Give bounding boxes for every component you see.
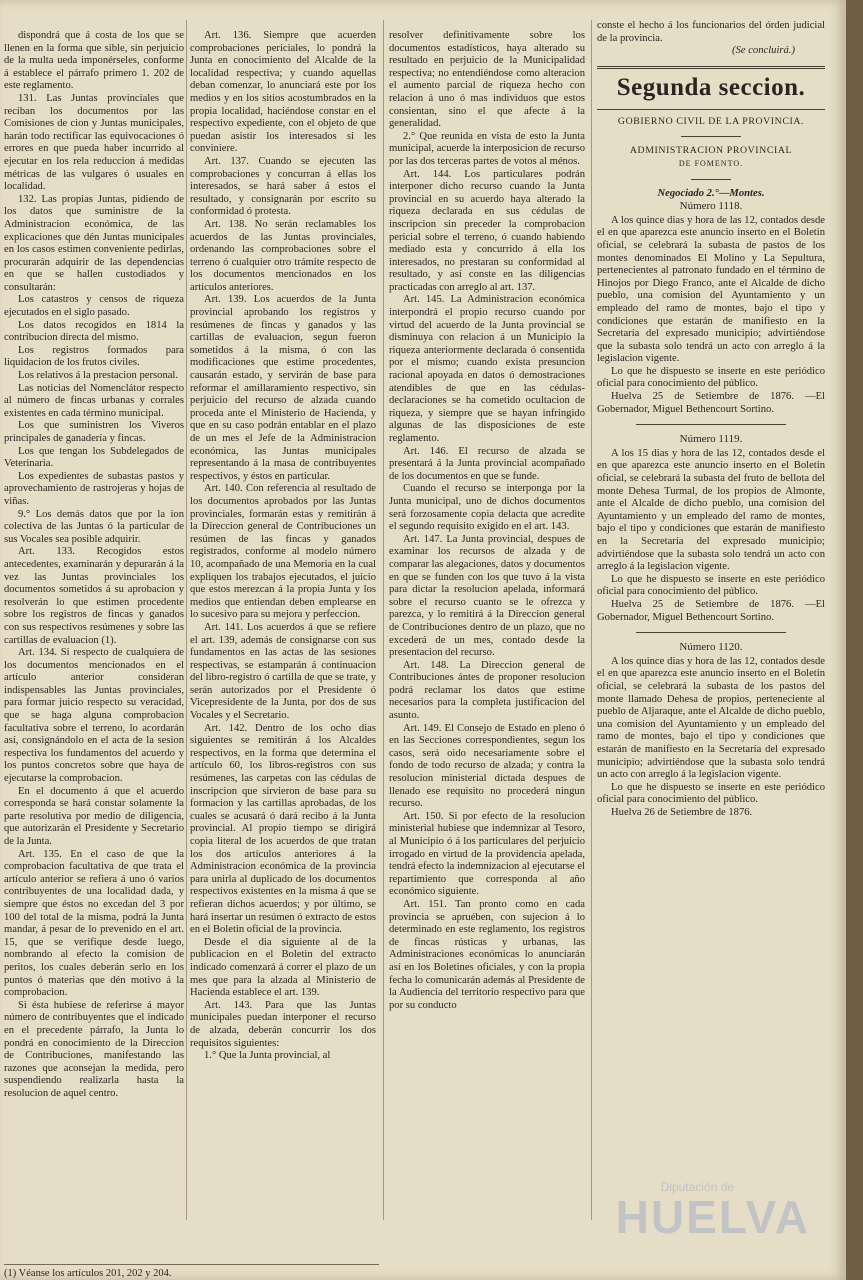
- section-title: Segunda seccion.: [616, 73, 806, 101]
- paragraph: Desde el dia siguiente al de la publicacion en el Boletin del extracto indicado comenzará á correr el plazo de un mes que para la alzada al Ministerio de Hacienda establece el art. 139.: [190, 936, 376, 999]
- paragraph: Art. 146. El recurso de alzada se presentará á la Junta provincial acompañado de los documentos en que se funde.: [389, 445, 585, 482]
- text-column-1: [4, 30, 184, 1240]
- paragraph: Los que tengan los Subdelegados de Veterinaria.: [4, 445, 184, 470]
- paragraph: Los registros formados para liquidacion de los frutos civiles.: [4, 344, 184, 369]
- paragraph: Art. 143. Para que las Juntas municipales puedan interponer el recurso de alzada, deberán concurrir los dos requisitos siguientes:: [190, 999, 376, 1049]
- paragraph: Los relativos á la prestacion personal.: [18, 370, 179, 382]
- notice-closing: Lo que he dispuesto se inserte en este periódico oficial para conocimiento del público.: [597, 781, 825, 806]
- text-column-3: [389, 30, 585, 1266]
- divider: [636, 632, 786, 633]
- paragraph: En el documento á que el acuerdo corresponda se hará constar solamente la parte resolutiva por medio de diligencia, que autorizarán el Presidente y Secretario de la Junta.: [4, 785, 184, 847]
- notice-number: Número 1118.: [679, 200, 743, 213]
- notice-signature: Huelva 25 de Setiembre de 1876. —El Gobernador, Miguel Bethencourt Sortino.: [597, 391, 825, 415]
- paragraph: 2.° Que reunida en vista de esto la Junta municipal, acuerde la interposicion de recurso por las dos terceras partes de votos al ménos.: [389, 130, 585, 167]
- paragraph: Art. 134. Si respecto de cualquiera de los documentos mencionados en el artículo anterior consideran indispensables las Juntas provinciales, para formar juicio respecto su veracidad, que se haga alguna comprobacion facultativa sobre el terreno, lo acordarán así, consignándolo en el acta de la sesion respectiva los fundamentos del acuerdo y los puntos concretos sobre que haya de ejecutarse la comprobacion.: [4, 647, 184, 785]
- divider: [691, 179, 731, 180]
- paragraph: Art. 150. Si por efecto de la resolucion ministerial hubiese que indemnizar al Tesoro, al Municipio ó á los particulares del perjuicio irrogado en virtud de la providencia apelada, tendrá efecto la indemnizacion al ejecutarse el repartimiento que corresponda al año económico siguiente.: [389, 810, 585, 898]
- paragraph: Art. 140. Con referencia al resultado de los documentos aprobados por las Juntas provinciales, formarán estas y remitirán á la Direccion general de Contribuciones un resúmen de las fincas y ganados registrados, conforme al modelo número 10, acompañado de una Memoria en la cual expliquen los trabajos ejecutados, el juicio que estos merezcan á la propia Junta y los medios que entiendan deben emplearse en lo sucesivo para su mejora y perfeccion.: [190, 483, 376, 621]
- paragraph: dispondrá que á costa de los que se llenen en la forma que sible, sin perjuicio de la multa ueda imponérseles, conforme á establece el párrafo primero 1. 202 de este reglamento.: [4, 30, 184, 92]
- footnote: (1) Véanse los artículos 201, 202 y 204.: [4, 1264, 379, 1280]
- paragraph: Art. 139. Los acuerdos de la Junta provincial aprobando los registros y resúmenes de fincas y ganados y las cartillas de evaluacion, segun fueron sometidos á la misma, ó con las modificaciones que estime procedentes, causarán estado, y servirán de base para reformar el amillaramiento respectivo, sin perjuicio del recurso de alzada cuando proceda ante el Ministerio de Hacienda, y que en su caso podrán entablar en el plazo de un mes el Jefe de la Administracion económica, las Juntas municipales representando á la masa de contribuyentes respectivos, y éstos en particular.: [190, 294, 376, 482]
- paragraph: Art. 133. Recogidos estos antecedentes, examinarán y depurarán á la vez las Juntas provinciales los documentos sometidos á su aprobacion y resolverán lo que estimen procedente sobre los registros de fincas y ganados con sus respectivos resúmenes y sobre las cartillas de evaluacion (1).: [4, 546, 184, 646]
- notice-closing: Lo que he dispuesto se inserte en este periódico oficial para conocimiento del público.: [597, 365, 825, 390]
- paragraph: Las noticias del Nomenclátor respecto al número de fincas urbanas y corrales existentes en cada término municipal.: [4, 382, 184, 419]
- paragraph: Art. 147. La Junta provincial, despues de examinar los recursos de alzada y de comparar las alegaciones, datos y documentos en que se funden con los que tuvo á la vista para dictar la resolucion apelada, informará sobre el recurso cuanto se le ofrezca y parezca, y lo remitirá á la Direccion general de Contribuciones dentro de un plazo, que no excederá de un mes, contado desde la presentacion del recurso.: [389, 533, 585, 659]
- divider: [636, 424, 786, 425]
- paragraph: Art. 149. El Consejo de Estado en pleno ó en las Secciones correspondientes, segun los casos, será oido necesariamente sobre el fondo de todo recurso de alzada; y contra la resolucion ministerial dictada despues de llenado ese requisito no procederá ningun recurso.: [389, 722, 585, 810]
- notice-closing: Lo que he dispuesto se inserte en este periódico oficial para conocimiento del público.: [597, 573, 825, 598]
- divider: [597, 66, 825, 69]
- paragraph: Art. 148. La Direccion general de Contribuciones ántes de proponer resolucion podrá reclamar los datos que estime necesarios para la completa justificacion del asunto.: [389, 659, 585, 722]
- paragraph: 131. Las Juntas provinciales que reciban los documentos por las Comisiones de cion y Juntas municipales, harán todo rectificar las equivocaciones ó errores en que pueda haber incurrido al ejecutar en los rela reduccion á medidas métricas de las vulgares ó usuales en localidad.: [4, 92, 184, 193]
- paragraph: Los expedientes de subastas pastos y aprovechamiento de rastrojeras y hojas de viñas.: [4, 470, 184, 507]
- office-heading: GOBIERNO CIVIL DE LA PROVINCIA.: [617, 115, 805, 127]
- paragraph: Los datos recogidos en 1814 la contribucion directa del mismo.: [4, 319, 184, 344]
- paragraph: Art. 145. La Administracion económica interpondrá el propio recurso cuando por virtud del acuerdo de la Junta provincial se disminuya con relacion á un Municipio la riqueza anteriormente declarada ó consentida por el mismo; cuando exista presuncion racional apoyada en datos ó demostraciones atendibles de que en las cédulas-declaraciones se ha cometido ocultacion de riqueza, y siempre que se hayan infringido algunas de las disposiciones de este reglamento.: [389, 294, 585, 444]
- notice-number: Número 1120.: [679, 641, 743, 654]
- notice-body: A los quince dias y hora de las 12, contados desde el en que aparezca este anuncio inserto en el Boletin oficial, se celebrará la subasta de los pastos del monte llamado Dehesa de propios, perteneciente al pueblo de Aljaraque, ante el Alcalde de dicho pueblo, una comision del Ayuntamiento y un empleado del ramo de montes, bajo el tipo y condiciones que estarán de manifiesto en la Secretaría del expresado municipio; advirtiéndose que la subasta solo tendrá un acto con arreglo á la legislacion vigente.: [597, 655, 825, 781]
- paragraph: Art. 144. Los particulares podrán interponer dicho recurso cuando la Junta provincial en su acuerdo haya alterado la riqueza declarada en sus cédulas de inscripcion sin preceder la comprobacion pericial sobre el terreno, ó cuando habiendo mediado esta y concurrido á ella los interesados, no prestaran su conformidad al resultado, y así conste en las diligencias practicadas con arreglo al art. 137.: [389, 168, 585, 293]
- divider: [597, 109, 825, 110]
- text-column-2: [190, 30, 376, 1240]
- text-column-4: [597, 20, 825, 1266]
- paragraph: 1.° Que la Junta provincial, al: [204, 1050, 331, 1062]
- column-rule: [383, 20, 384, 1220]
- office-heading: ADMINISTRACION PROVINCIAL: [629, 145, 793, 157]
- notice-signature: Huelva 25 de Setiembre de 1876. —El Gobernador, Miguel Bethencourt Sortino.: [597, 598, 825, 623]
- paragraph: Art. 135. En el caso de que la comprobacion facultativa de que trata el artículo anterior se refiera á uno ó varios contribuyentes de una localidad dada, y siempre que éstos no excedan del 3 por 100 del total de la misma, podrá la Junta mandar, á pesar de lo prevenido en el art. 15, que se verifique desde luego, nombrando al efecto la comision de peritos, los cuales deberán serlo en los puntos ó materias que dén motivo á la comprobacion.: [4, 848, 184, 999]
- paragraph: conste el hecho á los funcionarios del órden judicial de la provincia.: [597, 20, 825, 44]
- notice-body: A los quince dias y hora de las 12, contados desde el en que aparezca este anuncio inserto en el Boletin oficial, se celebrará la subasta de pastos de los montes denominados El Molino y La Sepultura, pertenecientes al patronato fundado en el término de Hinojos por Diego Franco, ante el Alcalde de dicho pueblo, una comision del Ayuntamiento y un empleado del ramo de montes, bajo el tipo y condiciones que estarán de manifiesto en la Secretaría del expresado municipio; advirtiéndose que la subasta solo tendrá un acto con arreglo á la legislacion vigente.: [597, 214, 825, 365]
- negociado: Negociado 2.°—Montes.: [657, 187, 765, 199]
- paragraph: resolver definitivamente sobre los documentos estadísticos, haya alterado su resultado en perjuicio de la Municipalidad respectiva; no entendiéndose como alteracion el aumento parcial de riqueza hecho con relacion á uno ó mas individuos que estos consientan, sino el que afecte á la generalidad.: [389, 30, 585, 130]
- paragraph: Art. 138. No serán reclamables los acuerdos de las Juntas provinciales, ordenando las comprobaciones sobre el terreno ó cualquier otro trámite respecto de los documentos mencionados en los artículos anteriores.: [190, 218, 376, 293]
- paragraph: 132. Las propias Juntas, pidiendo de los datos que suministre de la Administracion económica, de las explicaciones que dén Juntas municipales en los casos estimen conveniente pedirlas, procurarán adquirir de las dependencias en que se hallen custodiados y consultarán:: [4, 193, 184, 293]
- paragraph: Los catastros y censos de riqueza ejecutados en el siglo pasado.: [4, 294, 184, 319]
- notice-signature: Huelva 26 de Setiembre de 1876.: [611, 806, 753, 818]
- paragraph: Cuando el recurso se interponga por la Junta municipal, uno de dichos documentos será forzosamente copia delacta que acredite el segundo requisito exigido en el art. 143.: [389, 483, 585, 533]
- watermark-label: Diputación de: [660, 1180, 734, 1194]
- divider: [681, 136, 741, 137]
- paragraph: Art. 136. Siempre que acuerden comprobaciones periciales, lo pondrá la Junta en conocimiento del Alcalde de la localidad respectiva; y cuando aquellas deban comenzar, lo anunciará este por los medios y en los sitios acostumbrados en la propia localidad, haciéndose constar en el respectivo expediente, con el objeto de que puedan asistir los interesados si les conviniere.: [190, 30, 376, 155]
- paragraph: Art. 141. Los acuerdos á que se refiere el art. 139, además de consignarse con sus fundamentos en las actas de las sesiones respectivas, se estamparán á continuacion del libro-registro ó cartilla de que se trate, y serán autorizados por el Presidente ó Vicepresidente de la Junta, por dos de sus Vocales y el Secretario.: [190, 621, 376, 722]
- office-subheading: DE FOMENTO.: [678, 158, 744, 168]
- paragraph: Art. 151. Tan pronto como en cada provincia se apruében, con sujecion á lo determinado en este reglamento, los registros de fincas rústicas y urbanas, las Administraciones económicas lo anunciarán así en los Boletines oficiales, y con la propia fecha lo comunicarán además al Presidente de la Audiencia del territorio respectivo para que por su conducto: [389, 898, 585, 1011]
- column-rule: [591, 20, 592, 1220]
- paragraph: Art. 137. Cuando se ejecuten las comprobaciones y concurran á ellas los interesados, se hará saber á estos el resultado, y consignarán por escrito su conformidad ó protesta.: [190, 155, 376, 218]
- notice-body: A los 15 dias y hora de las 12, contados desde el en que aparezca este anuncio inserto en el Boletin oficial, se celebrará la subasta del fruto de bellota del monte Dehesa Turmal, de los propios de Almonte, ante el Alcalde de dicho pueblo, una comision del Ayuntamiento y un empleado del ramo de montes, bajo el tipo y condiciones que estarán de manifiesto en la Secretaría del expresado municipio; advirtiéndose que la subasta solo tendrá un acto con arreglo á la legislacion vigente.: [597, 447, 825, 573]
- notice-number: Número 1119.: [679, 433, 743, 446]
- paragraph: Art. 142. Dentro de los ocho dias siguientes se remitirán á los Alcaldes respectivos, en la forma que determina el artículo 60, los libros-registros con sus resúmenes, las carpetas con las cédulas de inscripcion que sirvieron de base para su formacion y las cartillas aprobadas, de los cuales se acusará ó dará recibo á la Junta provincial. Al propio tiempo se dirigirá copia literal de los acuerdos de que tratan los dos artículos anteriores á la Administracion económica de la provincia para unirla al duplicado de los documentos respectivos existentes en la misma á que se refieran dichos acuerdos; y por último, se hará insertar un resúmen ó extracto de estos en el Boletin oficial de la provincia.: [190, 722, 376, 936]
- watermark-logo: HUELVA: [615, 1191, 810, 1243]
- paragraph: Los que suministren los Viveros principales de ganadería y fincas.: [4, 420, 184, 444]
- paragraph: 9.° Los demás datos que por la ion colectiva de las Juntas ó la particular de sus Vocales sea posible adquirir.: [4, 508, 184, 545]
- paragraph: Si ésta hubiese de referirse á mayor número de contribuyentes que el indicado en el precedente párrafo, la Junta lo pondrá en conocimiento de la Direccion de Contribuciones, manifestando las razones que aconsejan la medida, pero suspendiendo realizarla hasta la resolucion de aquel centro.: [4, 999, 184, 1099]
- continued-note: (Se concluirá.): [732, 45, 795, 57]
- column-rule: [186, 20, 187, 1220]
